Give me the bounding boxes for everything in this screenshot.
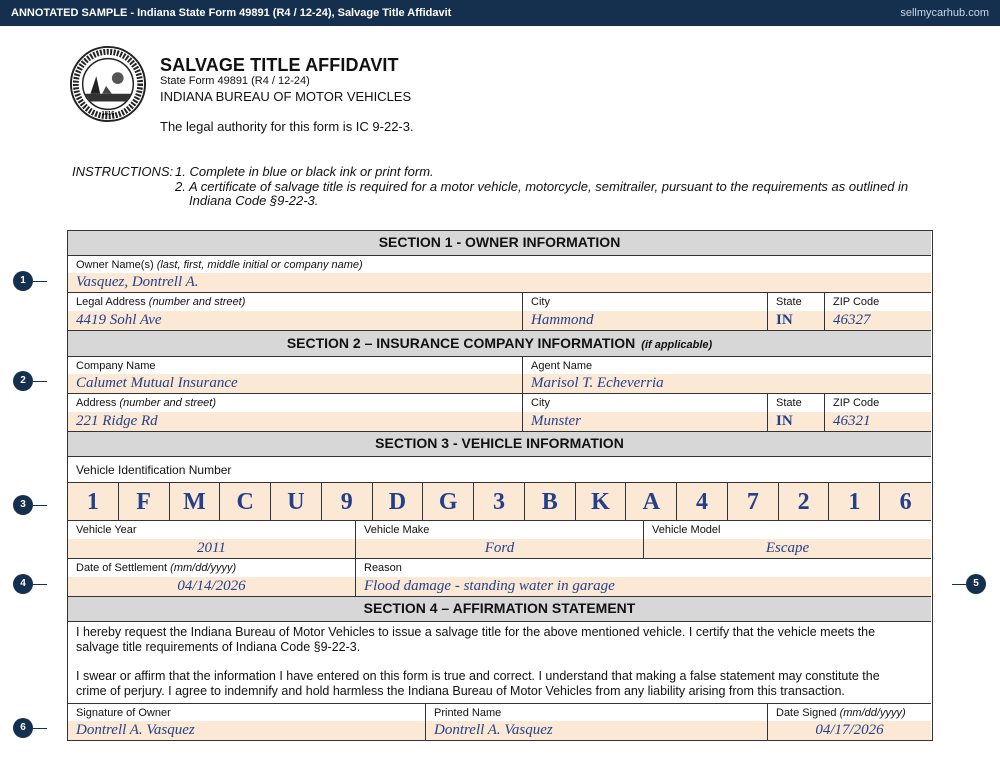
marker-line — [952, 584, 966, 585]
vin-char-box[interactable]: 1 — [68, 483, 119, 521]
banner-site: sellmycarhub.com — [900, 7, 989, 19]
owner-city-value: Hammond — [523, 311, 767, 330]
insurance-zip-field[interactable] — [825, 394, 931, 432]
vin-char-box[interactable]: 1 — [829, 483, 880, 521]
vin-char-box[interactable]: C — [220, 483, 271, 521]
vehicle-make-label: Vehicle Make — [364, 524, 430, 536]
instruction-1: 1. Complete in blue or black ink or print form. — [175, 164, 434, 179]
owner-name-label: Owner Name(s) (last, first, middle initial or company name) — [76, 259, 363, 271]
owner-state-label: State — [776, 296, 802, 308]
insurance-address-value: 221 Ridge Rd — [68, 412, 522, 431]
vehicle-model-label: Vehicle Model — [652, 524, 721, 536]
agent-name-value: Marisol T. Echeverria — [523, 374, 931, 393]
date-signed-field[interactable] — [768, 703, 931, 740]
marker-line — [33, 584, 47, 585]
owner-state-field[interactable] — [768, 293, 825, 331]
date-signed-label: Date Signed (mm/dd/yyyy) — [776, 707, 906, 719]
vehicle-year-value: 2011 — [68, 539, 355, 558]
owner-name-value: Vasquez, Dontrell A. — [68, 273, 931, 292]
annotation-marker-2: 2 — [13, 371, 33, 391]
printed-name-value: Dontrell A. Vasquez — [426, 721, 767, 740]
section-2-header: SECTION 2 – INSURANCE COMPANY INFORMATION (if applicable) — [68, 331, 931, 357]
owner-name-field[interactable] — [68, 256, 931, 293]
insurance-city-field[interactable] — [523, 394, 768, 432]
owner-address-field[interactable] — [68, 293, 523, 331]
insurance-zip-label: ZIP Code — [833, 397, 880, 409]
marker-line — [33, 381, 47, 382]
signature-value: Dontrell A. Vasquez — [68, 721, 425, 740]
vin-char-box[interactable]: 9 — [322, 483, 373, 521]
instructions-label: INSTRUCTIONS: — [72, 164, 174, 179]
state-seal-icon — [69, 45, 147, 123]
affirmation-paragraph-2: I swear or affirm that the information I have entered on this form is true and correct. I understand that making a false statement may constitute the crime of perjury. I agree to indemnify and hold harmless the Indiana Bureau of Motor Vehicles from any liability arising from this transaction. — [76, 669, 880, 698]
vin-char-box[interactable]: 4 — [677, 483, 728, 521]
insurance-company-field[interactable] — [68, 357, 523, 394]
settlement-date-value: 04/14/2026 — [68, 577, 355, 596]
signature-label: Signature of Owner — [76, 707, 171, 719]
reason-label: Reason — [364, 562, 402, 574]
vehicle-make-value: Ford — [356, 539, 643, 558]
reason-field[interactable] — [356, 559, 931, 597]
vin-char-box[interactable]: B — [525, 483, 576, 521]
owner-city-label: City — [531, 296, 550, 308]
agency-name: INDIANA BUREAU OF MOTOR VEHICLES — [160, 89, 412, 104]
insurance-state-value: IN — [768, 412, 824, 431]
annotation-marker-3: 3 — [13, 495, 33, 515]
annotation-marker-1: 1 — [13, 271, 33, 291]
marker-line — [33, 728, 47, 729]
vehicle-make-field[interactable] — [356, 521, 644, 559]
vin-char-box[interactable]: D — [373, 483, 424, 521]
vin-char-box[interactable]: K — [576, 483, 627, 521]
company-name-label: Company Name — [76, 360, 156, 372]
insurance-address-label: Address (number and street) — [76, 397, 217, 409]
settlement-date-field[interactable] — [68, 559, 356, 597]
vin-char-box[interactable]: 3 — [474, 483, 525, 521]
affidavit-form — [67, 230, 933, 741]
annotation-marker-4: 4 — [13, 574, 33, 594]
form-number: State Form 49891 (R4 / 12-24) — [160, 75, 310, 87]
insurance-address-field[interactable] — [68, 394, 523, 432]
section-4-header: SECTION 4 – AFFIRMATION STATEMENT — [68, 597, 931, 622]
instruction-2-cont: Indiana Code §9-22-3. — [189, 193, 319, 208]
vehicle-model-value: Escape — [644, 539, 931, 558]
marker-line — [33, 505, 47, 506]
owner-zip-label: ZIP Code — [833, 296, 880, 308]
agent-name-field[interactable] — [523, 357, 931, 394]
vin-char-box[interactable]: G — [423, 483, 474, 521]
vehicle-year-field[interactable] — [68, 521, 356, 559]
agent-name-label: Agent Name — [531, 360, 593, 372]
insurance-city-value: Munster — [523, 412, 767, 431]
vin-char-box[interactable]: M — [170, 483, 221, 521]
vin-char-box[interactable]: A — [626, 483, 677, 521]
owner-state-value: IN — [768, 311, 824, 330]
annotation-marker-6: 6 — [13, 718, 33, 738]
owner-zip-value: 46327 — [825, 311, 931, 330]
settlement-date-label: Date of Settlement (mm/dd/yyyy) — [76, 562, 237, 574]
annotation-marker-5: 5 — [966, 574, 986, 594]
vin-label-row — [68, 457, 931, 483]
banner-title: ANNOTATED SAMPLE - Indiana State Form 49891 (R4 / 12-24), Salvage Title Affidavit — [11, 7, 452, 19]
owner-address-value: 4419 Sohl Ave — [68, 311, 522, 330]
insurance-city-label: City — [531, 397, 550, 409]
insurance-zip-value: 46321 — [825, 412, 931, 431]
insurance-state-label: State — [776, 397, 802, 409]
vin-char-box[interactable]: 2 — [779, 483, 830, 521]
vehicle-model-field[interactable] — [644, 521, 931, 559]
vin-label: Vehicle Identification Number — [76, 463, 232, 477]
owner-address-label: Legal Address (number and street) — [76, 296, 246, 308]
owner-city-field[interactable] — [523, 293, 768, 331]
date-signed-value: 04/17/2026 — [768, 721, 931, 740]
vin-char-box[interactable]: 6 — [880, 483, 931, 521]
printed-name-label: Printed Name — [434, 707, 502, 719]
vehicle-year-label: Vehicle Year — [76, 524, 137, 536]
section-1-header: SECTION 1 - OWNER INFORMATION — [68, 231, 931, 256]
seal-year: 1816 — [101, 111, 115, 118]
legal-authority: The legal authority for this form is IC 9-22-3. — [160, 119, 414, 134]
printed-name-field[interactable] — [426, 703, 768, 740]
form-title: SALVAGE TITLE AFFIDAVIT — [160, 55, 399, 75]
signature-field[interactable] — [68, 703, 426, 740]
insurance-state-field[interactable] — [768, 394, 825, 432]
owner-zip-field[interactable] — [825, 293, 931, 331]
marker-line — [33, 281, 47, 282]
vin-char-box[interactable]: U — [271, 483, 322, 521]
reason-value: Flood damage - standing water in garage — [356, 577, 931, 596]
instruction-2: 2. A certificate of salvage title is required for a motor vehicle, motorcycle, semitrailer, pursuant to the requirements as outlined in — [175, 179, 909, 194]
company-name-value: Calumet Mutual Insurance — [68, 374, 522, 393]
section-3-header: SECTION 3 - VEHICLE INFORMATION — [68, 432, 931, 457]
vin-char-box[interactable]: F — [119, 483, 170, 521]
annotation-banner — [0, 0, 1000, 26]
affirmation-paragraph-1: I hereby request the Indiana Bureau of Motor Vehicles to issue a salvage title for the above mentioned vehicle. I certify that the vehicle meets the salvage title requirements of Indiana Code §9-22-3. — [76, 625, 876, 654]
vin-char-box[interactable]: 7 — [728, 483, 779, 521]
